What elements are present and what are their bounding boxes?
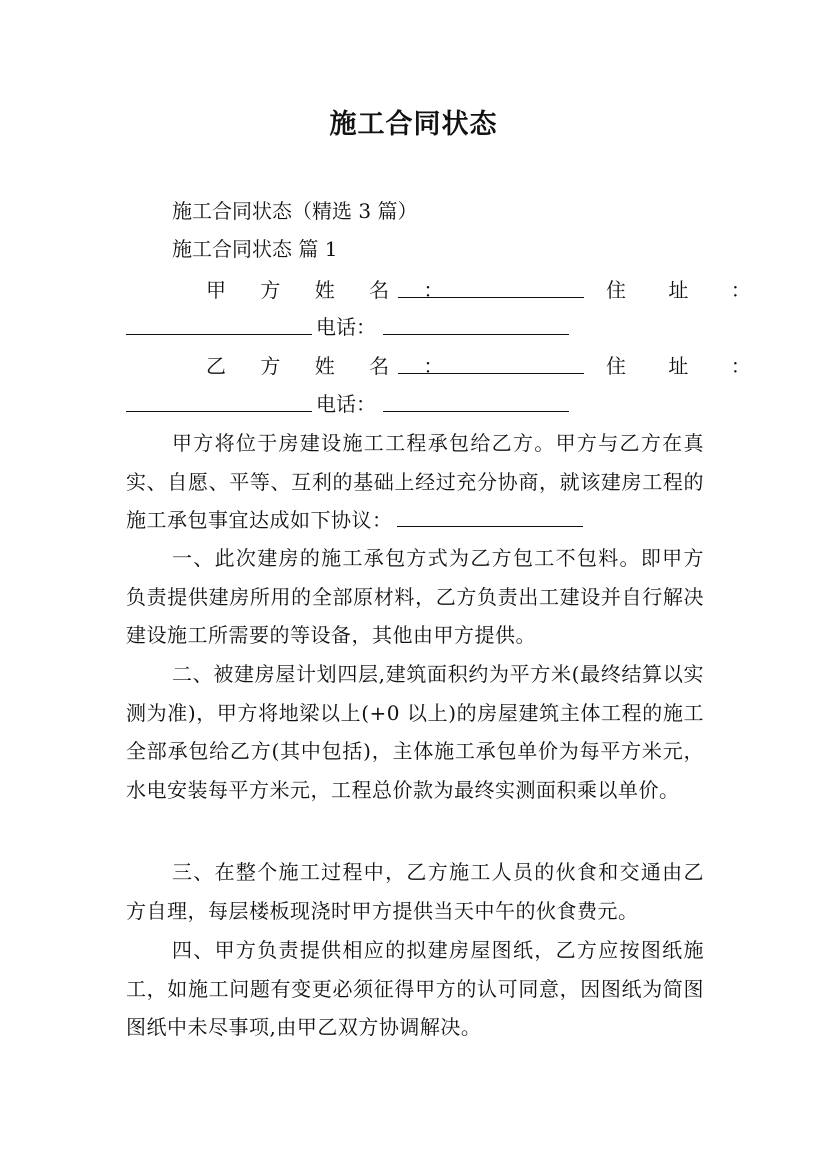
document-subtitle: 施工合同状态（精选 3 篇） — [172, 199, 418, 223]
party-a-phone-label: 电话： — [316, 315, 376, 339]
section-heading: 施工合同状态 篇 1 — [172, 237, 338, 261]
paragraph-clause-2: 二、被建房屋计划四层,建筑面积约为平方米(最终结算以实测为准)，甲方将地梁以上(+0 以上)的房屋建筑主体工程的施工全部承包给乙方(其中包括)，主体施工承包单价为每平方米元，水电安装每平方米元，工程总价款为最终实测面积乘以单价。 — [126, 662, 704, 802]
paragraph-clause-4: 四、甲方负责提供相应的拟建房屋图纸，乙方应按图纸施工，如施工问题有变更必须征得甲方的认可同意，因图纸为简图图纸中未尽事项,由甲乙双方协调解决。 — [126, 938, 704, 1039]
party-b-name-blank — [398, 353, 584, 374]
party-a-name-blank — [398, 277, 584, 298]
party-b-name-label: 乙 方 姓 名 ： — [206, 354, 458, 378]
party-a-address-label: 住 址 ： — [606, 278, 769, 302]
paragraph-clause-1: 一、此次建房的施工承包方式为乙方包工不包料。即甲方负责提供建房所用的全部原材料，乙方负责出工建设并自行解决建设施工所需要的等设备，其他由甲方提供。 — [126, 546, 704, 647]
party-b-phone-blank — [383, 391, 569, 412]
paragraph-intro-text: 甲方将位于房建设施工工程承包给乙方。甲方与乙方在真实、自愿、平等、互利的基础上经过充分协商，就该建房工程的施工承包事宜达成如下协议： — [126, 431, 704, 532]
agreement-blank — [397, 506, 583, 527]
party-a-address-blank — [126, 314, 312, 335]
document-title: 施工合同状态 — [329, 109, 498, 140]
party-b-address-blank — [126, 391, 312, 412]
paragraph-clause-3: 三、在整个施工过程中，乙方施工人员的伙食和交通由乙方自理，每层楼板现浇时甲方提供当天中午的伙食费元。 — [126, 860, 704, 923]
paragraph-intro — [126, 424, 704, 540]
party-a-phone-blank — [383, 314, 569, 335]
party-b-address-label: 住 址 ： — [606, 354, 769, 378]
party-a-name-label: 甲 方 姓 名 ： — [206, 278, 458, 302]
party-b-phone-label: 电话： — [316, 392, 376, 416]
